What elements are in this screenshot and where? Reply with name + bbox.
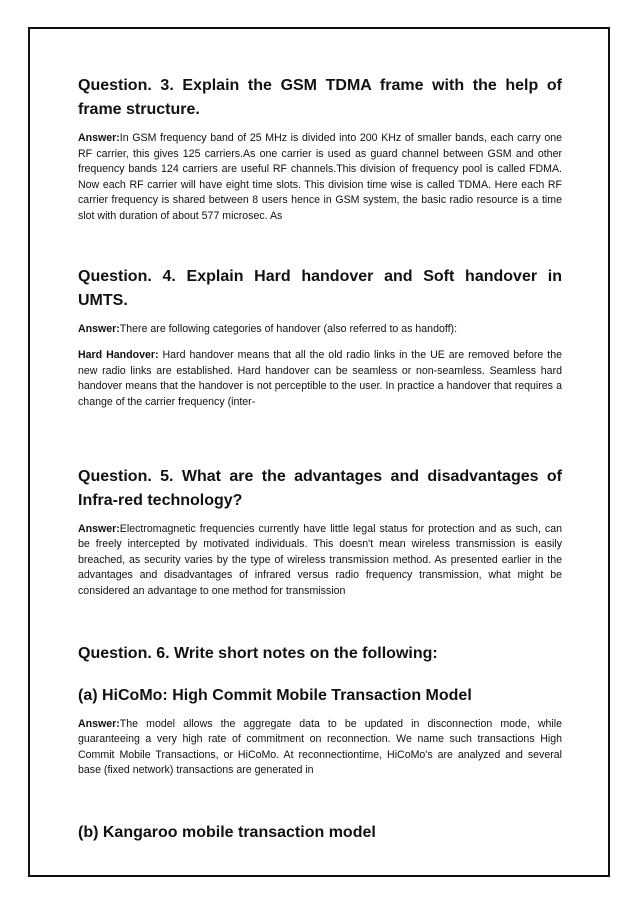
answer-text: In GSM frequency band of 25 MHz is divided into 200 KHz of smaller bands, each carry one RF carrier, this gives 125 carriers.As one carrier is used as guard channel between GSM and other frequency bands 124 carriers are useful RF channels.This division of frequency pool is called FDMA. Now each RF carrier will have eight time slots. This division time wise is called TDMA. Here each RF carrier frequency is shared between 8 users hence in GSM system, the basic radio resource is a time slot with duration of about 577 microsec. As [78,132,562,222]
answer-text: The model allows the aggregate data to be updated in disconnection mode, while guaranteeing a very high rate of commitment on reconnection. We name such transactions High Commit Mobile Transactions, or HiCoMo. At reconnectiontime, HiCoMo's are analyzed and several base (fixed network) transactions are generated in [78,717,562,777]
answer-label: Answer: [78,132,120,144]
question-4-answer [78,322,562,338]
question-5-answer [78,522,562,600]
answer-label: Answer: [78,322,120,335]
hard-handover-paragraph [78,348,562,410]
answer-text: Electromagnetic frequencies currently have little legal status for protection and as such, can be freely intercepted by motivated individuals. This doesn't mean wireless transmission is easily breached, as security varies by the type of wireless transmission method. As presented earlier in the advantages and disadvantages of infrared versus radio frequency transmission, what might be considered an advantage to one method for transmission [78,522,562,597]
hard-handover-label: Hard Handover: [78,349,159,362]
question-5-heading: Question. 5. What are the advantages and disadvantages of Infra-red technology? [78,467,562,509]
answer-label: Answer: [78,522,120,535]
answer-label: Answer: [78,717,120,730]
answer-text: There are following categories of handover (also referred to as handoff): [119,322,458,335]
question-6b-heading: (b) Kangaroo mobile transaction model [78,823,376,841]
document-body [78,74,562,845]
question-3-heading: Question. 3. Explain the GSM TDMA frame with the help of frame structure. [78,77,562,118]
hard-handover-text: Hard handover means that all the old radio links in the UE are removed before the new radio links are established. Hard handover can be seamless or non-seamless. Seamless hard handover means that the handover is not perceptible to the user. In practice a handover that requires a change of the carrier frequency (inter- [78,349,563,408]
question-6a-answer [78,717,562,779]
question-6-heading: Question. 6. Write short notes on the following: [78,644,438,662]
question-3-answer [78,131,562,225]
question-4-heading: Question. 4. Explain Hard handover and Soft handover in UMTS. [78,267,562,309]
question-6a-heading: (a) HiCoMo: High Commit Mobile Transaction Model [78,686,472,704]
